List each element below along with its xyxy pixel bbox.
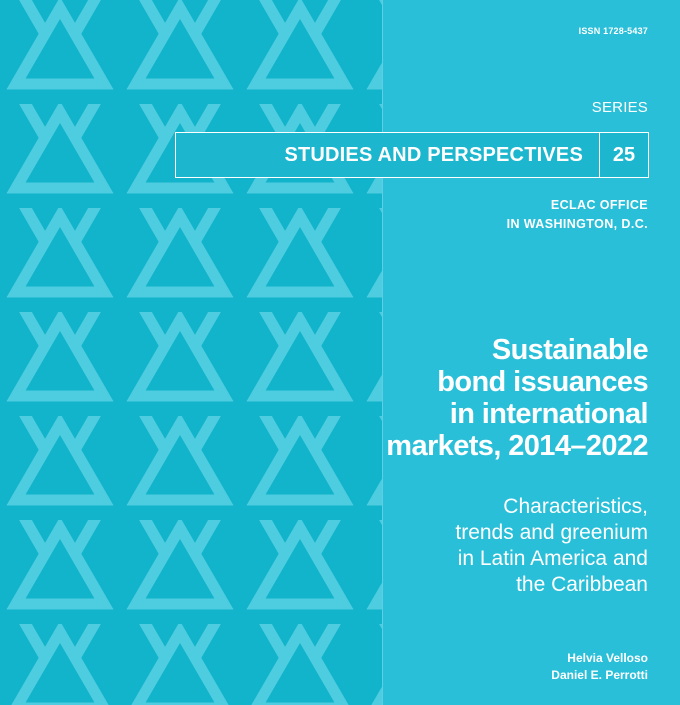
report-subtitle	[328, 494, 648, 598]
office-name	[507, 196, 648, 234]
title-line: markets, 2014–2022	[386, 430, 648, 462]
subtitle-line: trends and greenium	[455, 521, 648, 544]
office-line-2: IN WASHINGTON, D.C.	[506, 217, 648, 231]
author-name: Helvia Velloso	[567, 651, 648, 665]
title-line: Sustainable	[491, 334, 648, 366]
series-name: STUDIES AND PERSPECTIVES	[176, 133, 600, 177]
issn-number: ISSN 1728-5437	[578, 26, 648, 36]
series-label: SERIES	[591, 99, 648, 116]
report-title	[328, 334, 648, 462]
office-line-1: ECLAC OFFICE	[550, 198, 648, 212]
series-box	[175, 132, 649, 178]
authors	[551, 650, 648, 684]
subtitle-line: Characteristics,	[503, 495, 648, 518]
title-line: bond issuances	[437, 366, 648, 398]
series-number: 25	[612, 143, 636, 166]
subtitle-line: the Caribbean	[516, 573, 648, 596]
author-name: Daniel E. Perrotti	[551, 668, 648, 682]
title-line: in international	[449, 398, 648, 430]
subtitle-line: in Latin America and	[457, 547, 648, 570]
